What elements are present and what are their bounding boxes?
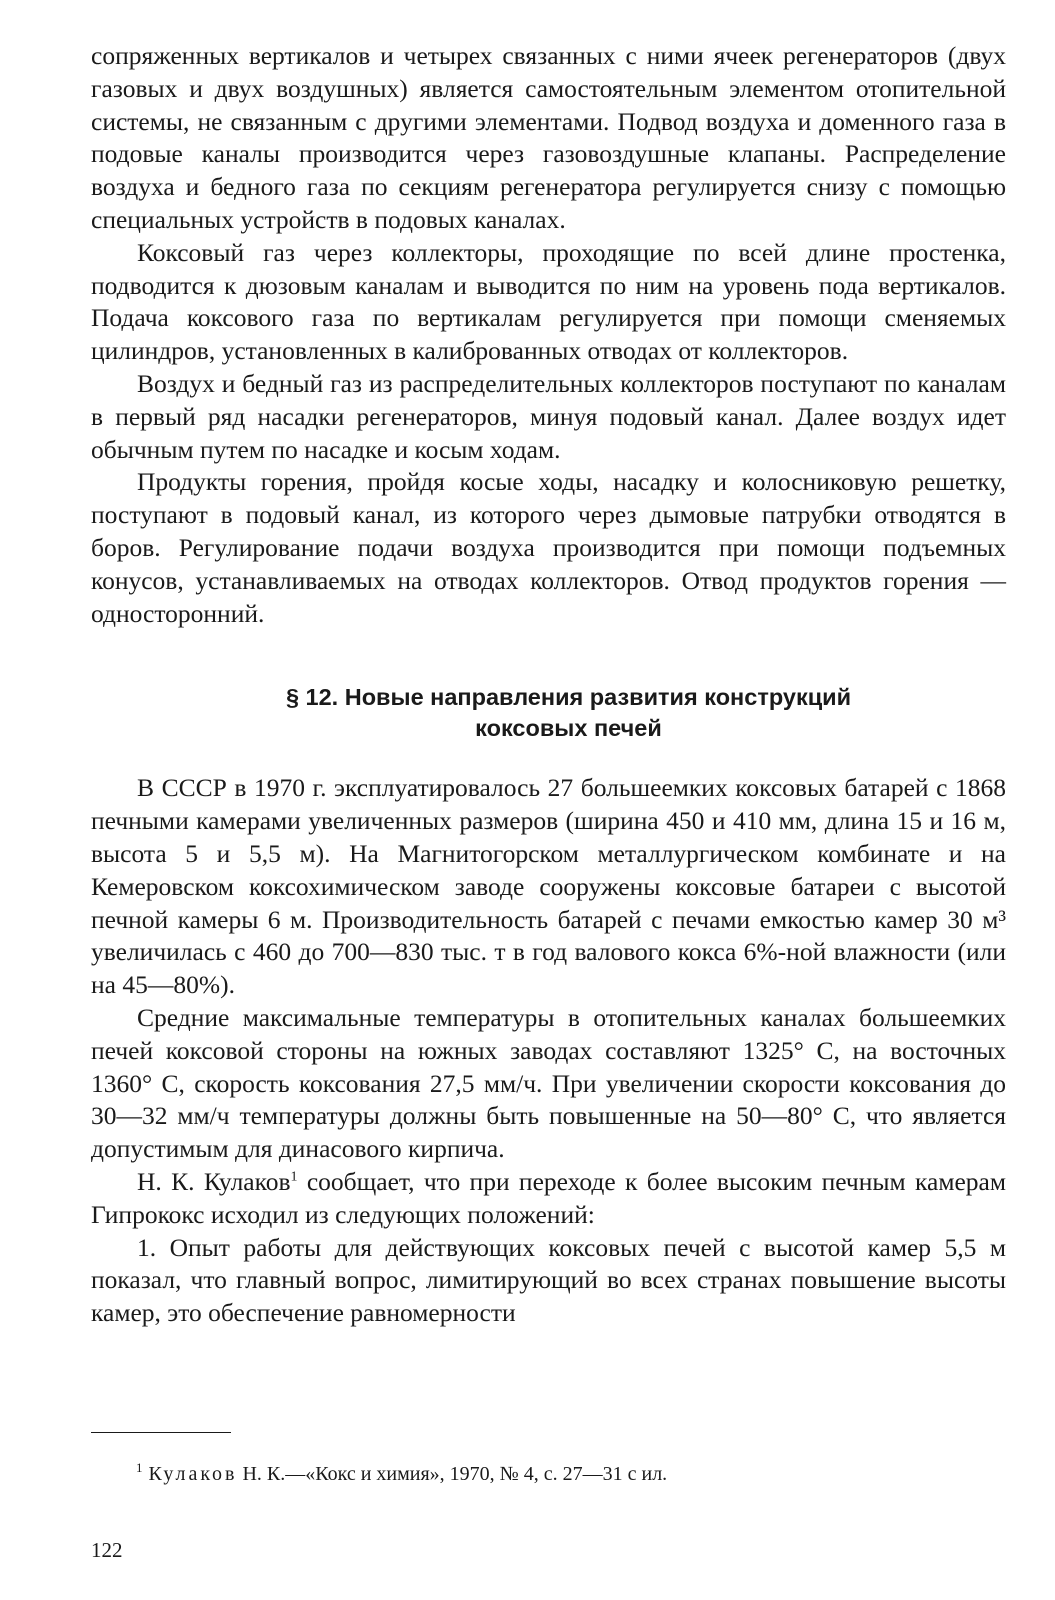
kulakov-text: сообщает, что при переходе к более высоким печным камерам Гипрококс исходил из следующих положений: [91,1166,1006,1229]
footnote [136,1461,996,1487]
paragraph-ussr-batteries: В СССР в 1970 г. эксплуатировалось 27 большеемких коксовых батарей с 1868 печными камерами увеличенных размеров (ширина 450 и 410 мм, длина 15 и 16 м, высота 5 и 5,5 м). На Магнитогорском металлургическом комбинате и на Кемеровском коксохимическом заводе сооружены коксовые батареи с высотой печной камеры 6 м. Производительность батарей с печами емкостью камер 30 м³ увеличилась с 460 до 700—830 тыс. т в год валового кокса 6%-ной влажности (или на 45—80%). [91,773,1006,1000]
paragraph-air-lean-gas: Воздух и бедный газ из распределительных коллекторов поступают по каналам в первый ряд насадки регенераторов, минуя подовый канал. Далее воздух идет обычным путем по насадке и косым ходам. [91,368,1006,464]
paragraph-kulakov [91,1166,1006,1232]
paragraph-point-1: 1. Опыт работы для действующих коксовых печей с высотой камер 5,5 м показал, что главный вопрос, лимитирующий во всех странах повышение высоты камер, это обеспечение равномерности [91,1232,1006,1328]
footnote-text: Н. К.—«Кокс и химия», 1970, № 4, с. 27—31 с ил. [237,1463,668,1485]
footnote-divider [91,1432,231,1433]
footnote-mark: 1 [136,1460,143,1476]
paragraph-continuation: сопряженных вертикалов и четырех связанных с ними ячеек регенераторов (двух газовых и двух воздушных) является самостоятельным элементом отопительной системы, не связанным с другими элементами. Подвод воздуха и доменного газа в подовые каналы производится через газовоздушные клапаны. Распределение воздуха и бедного газа по секциям регенератора регулируется снизу с помощью специальных устройств в подовых каналах. [91,41,1006,234]
paragraph-combustion-products: Продукты горения, пройдя косые ходы, насадку и колосниковую решетку, поступают в подовый канал, из которого через дымовые патрубки отводятся в боров. Регулирование подачи воздуха производится при помощи подъемных конусов, устанавливаемых на отводах коллекторов. Отвод продуктов горения — односторонний. [91,467,1006,628]
kulakov-name: Н. К. Кулаков [137,1166,291,1196]
section-heading-line-1: § 12. Новые направления развития конструкций [285,684,852,711]
footnote-author: Кулаков [148,1463,238,1485]
paragraph-coke-gas: Коксовый газ через коллекторы, проходящие по всей длине простенка, подводится к дюзовым каналам и выводится по ним на уровень пода вертикалов. Подача коксового газа по вертикалам регулируется при помощи сменяемых цилиндров, установленных в калиброванных отводах от коллекторов. [91,237,1006,366]
page-number: 122 [91,1538,123,1562]
paragraph-temperatures: Средние максимальные температуры в отопительных каналах большеемких печей коксовой стороны на южных заводах составляют 1325° С, на восточных 1360° С, скорость коксования 27,5 мм/ч. При увеличении скорости коксования до 30—32 мм/ч температуры должны быть повышенные на 50—80° С, что является допустимым для динасового кирпича. [91,1002,1006,1164]
page-body [91,40,1006,1330]
footnote-reference[interactable]: 1 [290,1169,298,1185]
section-heading [91,682,1006,744]
section-heading-line-2: коксовых печей [475,715,662,742]
